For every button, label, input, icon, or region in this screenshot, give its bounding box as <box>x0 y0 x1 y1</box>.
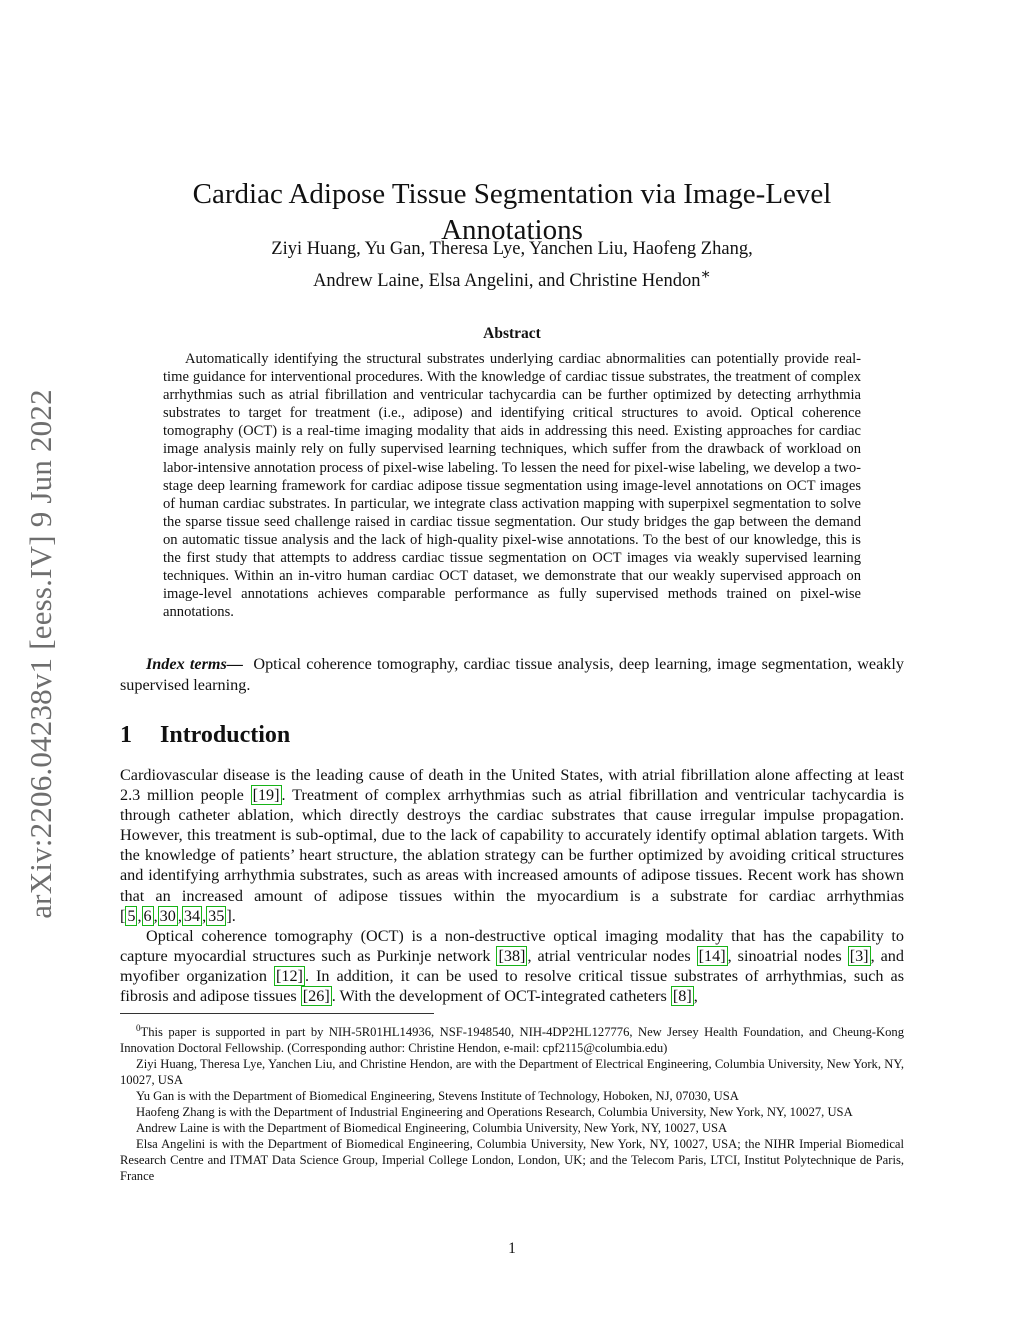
citation-link[interactable]: [8] <box>672 987 692 1006</box>
index-terms: Index terms— Optical coherence tomography, cardiac tissue analysis, deep learning, image segmentation, weakly supervised learning. <box>120 655 904 694</box>
citation-link[interactable]: 34 <box>183 906 201 925</box>
intro-paragraph-1: Cardiovascular disease is the leading cause of death in the United States, with atrial fibrillation alone affecting at least 2.3 million people [19] . Treatment of complex arrhythmias such as atrial fibrillation and ventricular tachycardia is through catheter ablation, which directly destroys the cardiac substrates that cause irregular impulse propagation. However, this treatment is sub-optimal, due to the lack of capability to accurately identify optimal ablation targets. With the knowledge of patients’ heart structure, the ablation strategy can be further optimized by avoiding critical structures and identifying arrhythmia substrates, such as areas with increased amounts of adipose tissues. Recent work has shown that an increased amount of adipose tissues within the myocardium is a substrate for cardiac arrhythmias [ 5 , 6 , 30 , 34 , 35 ]. <box>120 766 904 925</box>
arxiv-id: arXiv:2206.04238v1 [eess.IV] 9 Jun 2022 <box>23 389 59 919</box>
index-terms-text: Optical coherence tomography, cardiac tissue analysis, deep learning, image segmentation, weakly supervised learning. <box>120 655 904 694</box>
authors-line-1: Ziyi Huang, Yu Gan, Theresa Lye, Yanchen Liu, Haofeng Zhang, <box>271 239 753 259</box>
citation-link[interactable]: [26] <box>302 987 330 1006</box>
authors-line-2: Andrew Laine, Elsa Angelini, and Christine Hendon∗ <box>313 266 711 292</box>
citation-link[interactable]: 5 <box>127 906 136 925</box>
footnote-affiliation: Yu Gan is with the Department of Biomedical Engineering, Stevens Institute of Technology, Hoboken, NJ, 07030, USA <box>136 1089 739 1104</box>
footnote-affiliation: Ziyi Huang, Theresa Lye, Yanchen Liu, and Christine Hendon, are with the Department of Electrical Engineering, Columbia University, New York, NY, 10027, USA <box>120 1057 904 1088</box>
citation-link[interactable]: 30 <box>159 906 176 925</box>
footnote-affiliation: Elsa Angelini is with the Department of Biomedical Engineering, Columbia University, New York, NY, 10027, USA; the NIHR Imperial Biomedical Research Centre and ITMAT Data Science Group, Imperial College London, London, UK; and the Telecom Paris, LTCI, Institut Polytechnique de Paris, France <box>120 1137 904 1184</box>
footnote-divider <box>120 1013 434 1014</box>
arxiv-stamp <box>6 364 76 944</box>
intro-paragraph-2: Optical coherence tomography (OCT) is a non-destructive optical imaging modality that has the capability to capture myocardial structures such as Purkinje network [38] , atrial ventricular nodes [14] , sinoatrial nodes [3] , and myofiber organization [12] . In addition, it can be used to resolve critical tissue substrates of arrhythmias, such as fibrosis and adipose tissues [26] . With the development of OCT-integrated catheters [8] , <box>120 926 905 1006</box>
citation-link[interactable]: 6 <box>143 906 152 925</box>
footnote-funding: $^0$This paper is supported in part by NIH-5R01HL14936, NSF-1948540, NIH-4DP2HL127776, New Jersey Health Foundation, and Cheung-Kong Innovation Doctoral Fellowship. (Corresponding author: Christine Hendon, e-mail: cpf2115@columbia.edu) <box>120 1023 904 1056</box>
footnote-affiliation: Haofeng Zhang is with the Department of Industrial Engineering and Operations Research, Columbia University, New York, NY, 10027, USA <box>136 1105 853 1120</box>
citation-link[interactable]: [38] <box>498 946 526 965</box>
intro-body <box>120 765 904 1006</box>
index-terms-label: Index terms <box>146 655 227 673</box>
page-number: 1 <box>508 1240 516 1257</box>
citation-link[interactable]: [12] <box>275 966 303 985</box>
footnote-affiliation: Andrew Laine is with the Department of Biomedical Engineering, Columbia University, New York, NY, 10027, USA <box>136 1121 728 1136</box>
citation-link[interactable]: [14] <box>698 946 726 965</box>
corresponding-author-mark: ∗ <box>700 266 711 283</box>
abstract-text: Automatically identifying the structural substrates underlying cardiac abnormalities can potentially provide real-time guidance for interventional procedures. With the knowledge of cardiac tissue substrates, the treatment of complex arrhythmias such as atrial fibrillation and ventricular tachycardia can be further optimized by detecting arrhythmia substrates to target for treatment (i.e., adipose) and identifying critical structures to avoid. Optical coherence tomography (OCT) is a real-time imaging modality that aids in addressing this need. Existing approaches for cardiac image analysis mainly rely on fully supervised learning techniques, which suffer from the drawback of workload on labor-intensive annotation process of pixel-wise labeling. To lessen the need for pixel-wise labeling, we develop a two-stage deep learning framework for cardiac adipose tissue segmentation using image-level annotations on OCT images of human cardiac substrates. In particular, we integrate class activation mapping with superpixel segmentation to solve the sparse tissue seed challenge raised in cardiac tissue segmentation. Our study bridges the gap between the demand on automatic tissue analysis and the lack of high-quality pixel-wise annotations. To the best of our knowledge, this is the first study that attempts to address cardiac tissue segmentation on OCT images via weakly supervised learning techniques. Within an in-vitro human cardiac OCT dataset, we demonstrate that our weakly supervised approach on image-level annotations achieves comparable performance as fully supervised methods trained on pixel-wise annotations. <box>163 351 861 621</box>
footnotes <box>120 1020 904 1184</box>
citation-link[interactable]: 35 <box>208 906 225 925</box>
section-title: Introduction <box>160 722 291 748</box>
citation-link[interactable]: [19] <box>252 786 280 805</box>
abstract-heading: Abstract <box>483 325 541 342</box>
citation-link[interactable]: [3] <box>849 946 869 965</box>
section-heading <box>120 722 290 749</box>
section-number: 1 <box>120 722 132 748</box>
author-list <box>160 236 864 294</box>
paper-title: Cardiac Adipose Tissue Segmentation via Image-Level Annotations <box>192 178 832 246</box>
